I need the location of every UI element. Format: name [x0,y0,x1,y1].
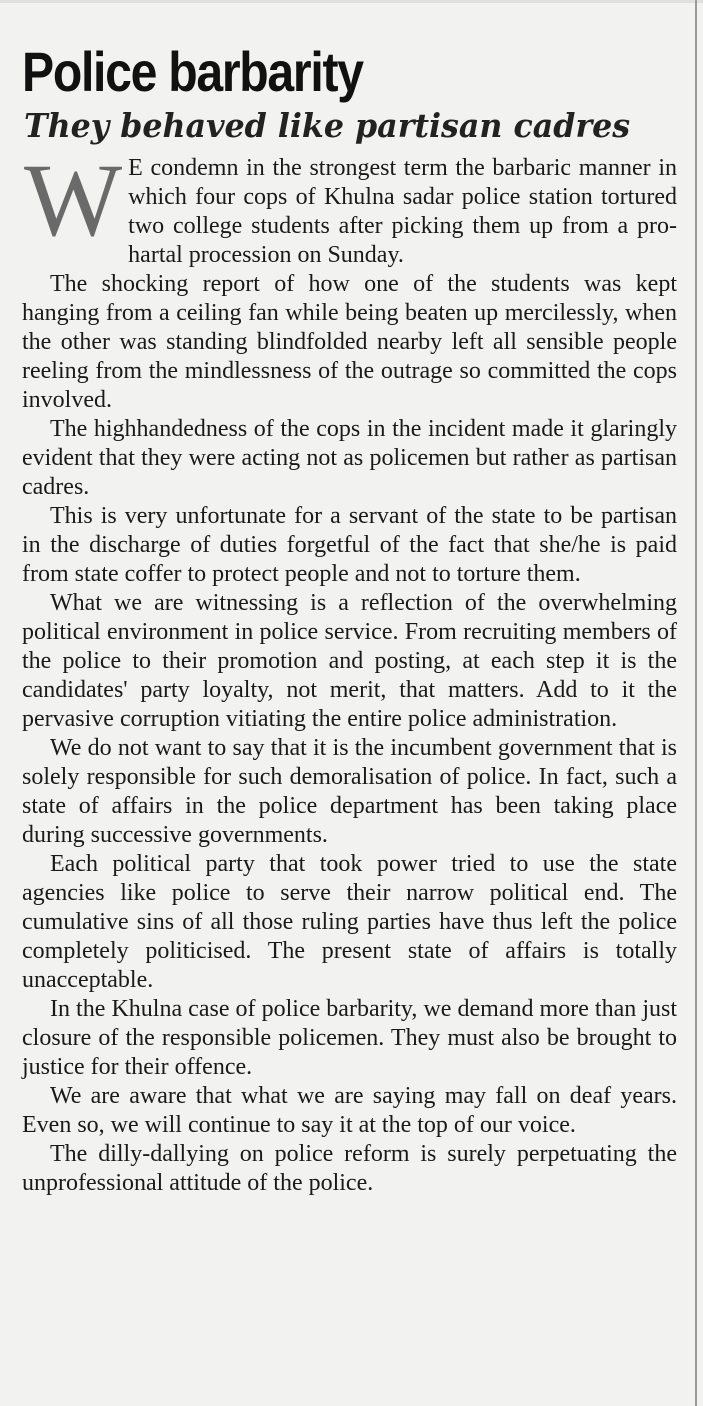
paragraph-3: The highhandedness of the cops in the incident made it glaringly evident that they were acting not as policemen but rather as partisan cadres. [22,416,677,500]
paragraph-7: Each political party that took power tried to use the state agencies like police to serve their narrow political end. The cumulative sins of all those ruling parties have thus left the police completely politicised. The present state of affairs is totally unacceptable. [22,851,677,993]
article-body [22,143,677,1198]
top-border [0,0,703,3]
paragraph-5: What we are witnessing is a reflection of the overwhelming political environment in police service. From recruiting members of the police to their promotion and posting, at each step it is the candidates' party loyalty, not merit, that matters. Add to it the pervasive corruption vitiating the entire police administration. [22,590,677,732]
headline: Police barbarity [22,40,363,103]
paragraph-1 [22,143,677,270]
paragraph-1-text: E condemn in the strongest term the barbaric manner in which four cops of Khulna sadar police station tortured two college students after picking them up from a pro-hartal procession on Sunday. [128,155,677,268]
paragraph-6: We do not want to say that it is the incumbent government that is solely responsible for such demoralisation of police. In fact, such a state of affairs in the police department has been taking place during successive governments. [22,735,677,848]
paragraph-9: We are aware that what we are saying may fall on deaf years. Even so, we will continue to say it at the top of our voice. [22,1083,677,1138]
column-rule [695,0,697,1406]
paragraph-2: The shocking report of how one of the students was kept hanging from a ceiling fan while being beaten up mercilessly, when the other was standing blindfolded nearby left all sensible people reeling from the mindlessness of the outrage so committed the cops involved. [22,271,677,413]
paragraph-10: The dilly-dallying on police reform is surely perpetuating the unprofessional attitude of the police. [22,1141,677,1196]
paragraph-8: In the Khulna case of police barbarity, we demand more than just closure of the responsible policemen. They must also be brought to justice for their offence. [22,996,677,1080]
paragraph-4: This is very unfortunate for a servant of the state to be partisan in the discharge of duties forgetful of the fact that she/he is paid from state coffer to protect people and not to torture them. [22,503,677,587]
drop-cap: W [24,143,123,258]
subheadline: They behaved like partisan cadres [24,106,631,145]
